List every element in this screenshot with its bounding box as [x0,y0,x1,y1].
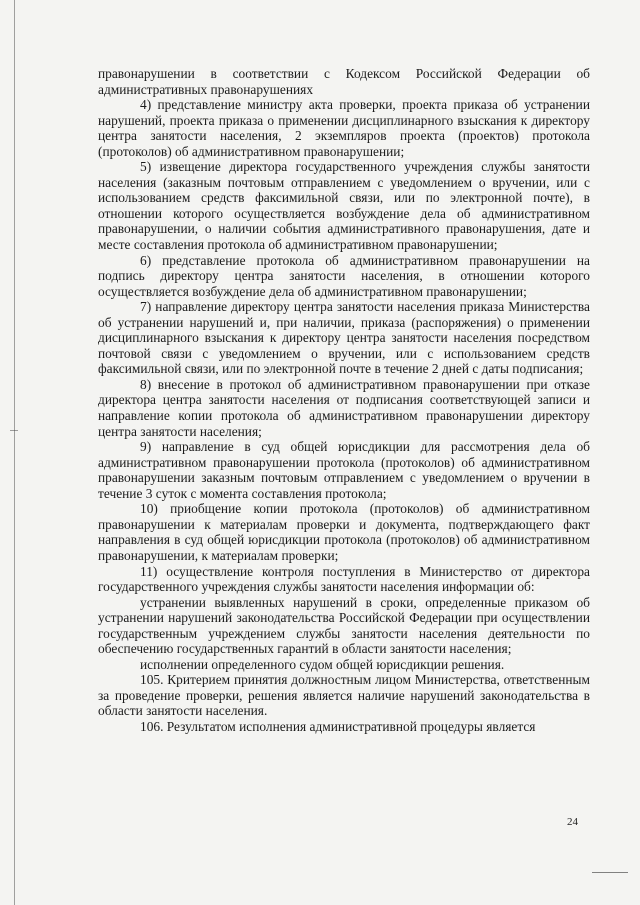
paragraph-section-106: 106. Результатом исполнения административной процедуры является [140,718,536,734]
scan-mark [10,430,18,431]
paragraph-item-7: 7) направление директору центра занятости населения приказа Министерства об устранении нарушений и, при наличии, приказа (распоряжения) о применении дисциплинарного взыскания к директору центра занятости населения посредством почтовой связи с уведомлением о вручении, или с использованием средств факсимильной связи, или по электронной почте в течение 2 дней с даты подписания; [98,299,590,377]
paragraph-subitem-court-decision: исполнении определенного судом общей юрисдикции решения. [140,656,505,672]
paragraph-item-4: 4) представление министру акта проверки, проекта приказа об устранении нарушений, проекта приказа о применении дисциплинарного взыскания к директору центра занятости населения, 2 экземпляров проекта (проектов) протокола (протоколов) об административном правонарушении; [98,97,590,159]
scan-edge-line [14,0,15,905]
paragraph-continuation: правонарушении в соответствии с Кодексом Российской Федерации об административных правонарушениях [98,66,590,97]
paragraph-section-105: 105. Критерием принятия должностным лицом Министерства, ответственным за проведение проверки, решения является наличие нарушений законодательства в области занятости населения. [98,672,590,719]
paragraph-item-11: 11) осуществление контроля поступления в Министерство от директора государственного учреждения службы занятости населения информации об: [98,563,590,595]
paragraph-item-9: 9) направление в суд общей юрисдикции для рассмотрения дела об административном правонарушении протокола (протоколов) об административном правонарушении заказным почтовым отправлением с уведомлением о вручении в течение 3 суток с момента составления протокола; [98,439,590,501]
paragraph-subitem-violations: устранении выявленных нарушений в сроки, определенные приказом об устранении нарушений законодательства Российской Федерации при осуществлении государственным учреждением службы занятости населения деятельности по обеспечению государственных гарантий в области занятости населения; [98,594,590,657]
scan-mark-bottom [592,872,628,873]
paragraph-item-6: 6) представление протокола об административном правонарушении на подпись директору центра занятости населения, в отношении которого осуществляется возбуждение дела об административном правонарушении; [98,252,590,299]
paragraph-item-5: 5) извещение директора государственного учреждения службы занятости населения (заказным почтовым отправлением с уведомлением о вручении, или с использованием средств факсимильной связи, или по электронной почте), в отношении которого осуществляется возбуждение дела об административном правонарушении, о наличии события административного правонарушения, дате и месте составления протокола об административном правонарушении; [98,159,590,253]
page-number: 24 [567,816,578,828]
paragraph-item-10: 10) приобщение копии протокола (протоколов) об административном правонарушении к материалам проверки и документа, подтверждающего факт направления в суд общей юрисдикции протокола (протоколов) об административном правонарушении, к материалам проверки; [98,501,590,563]
document-body [98,66,590,735]
paragraph-item-8: 8) внесение в протокол об административном правонарушении при отказе директора центра занятости населения от подписания соответствующей записи и направление копии протокола об административном правонарушении директору центра занятости населения; [98,376,590,439]
